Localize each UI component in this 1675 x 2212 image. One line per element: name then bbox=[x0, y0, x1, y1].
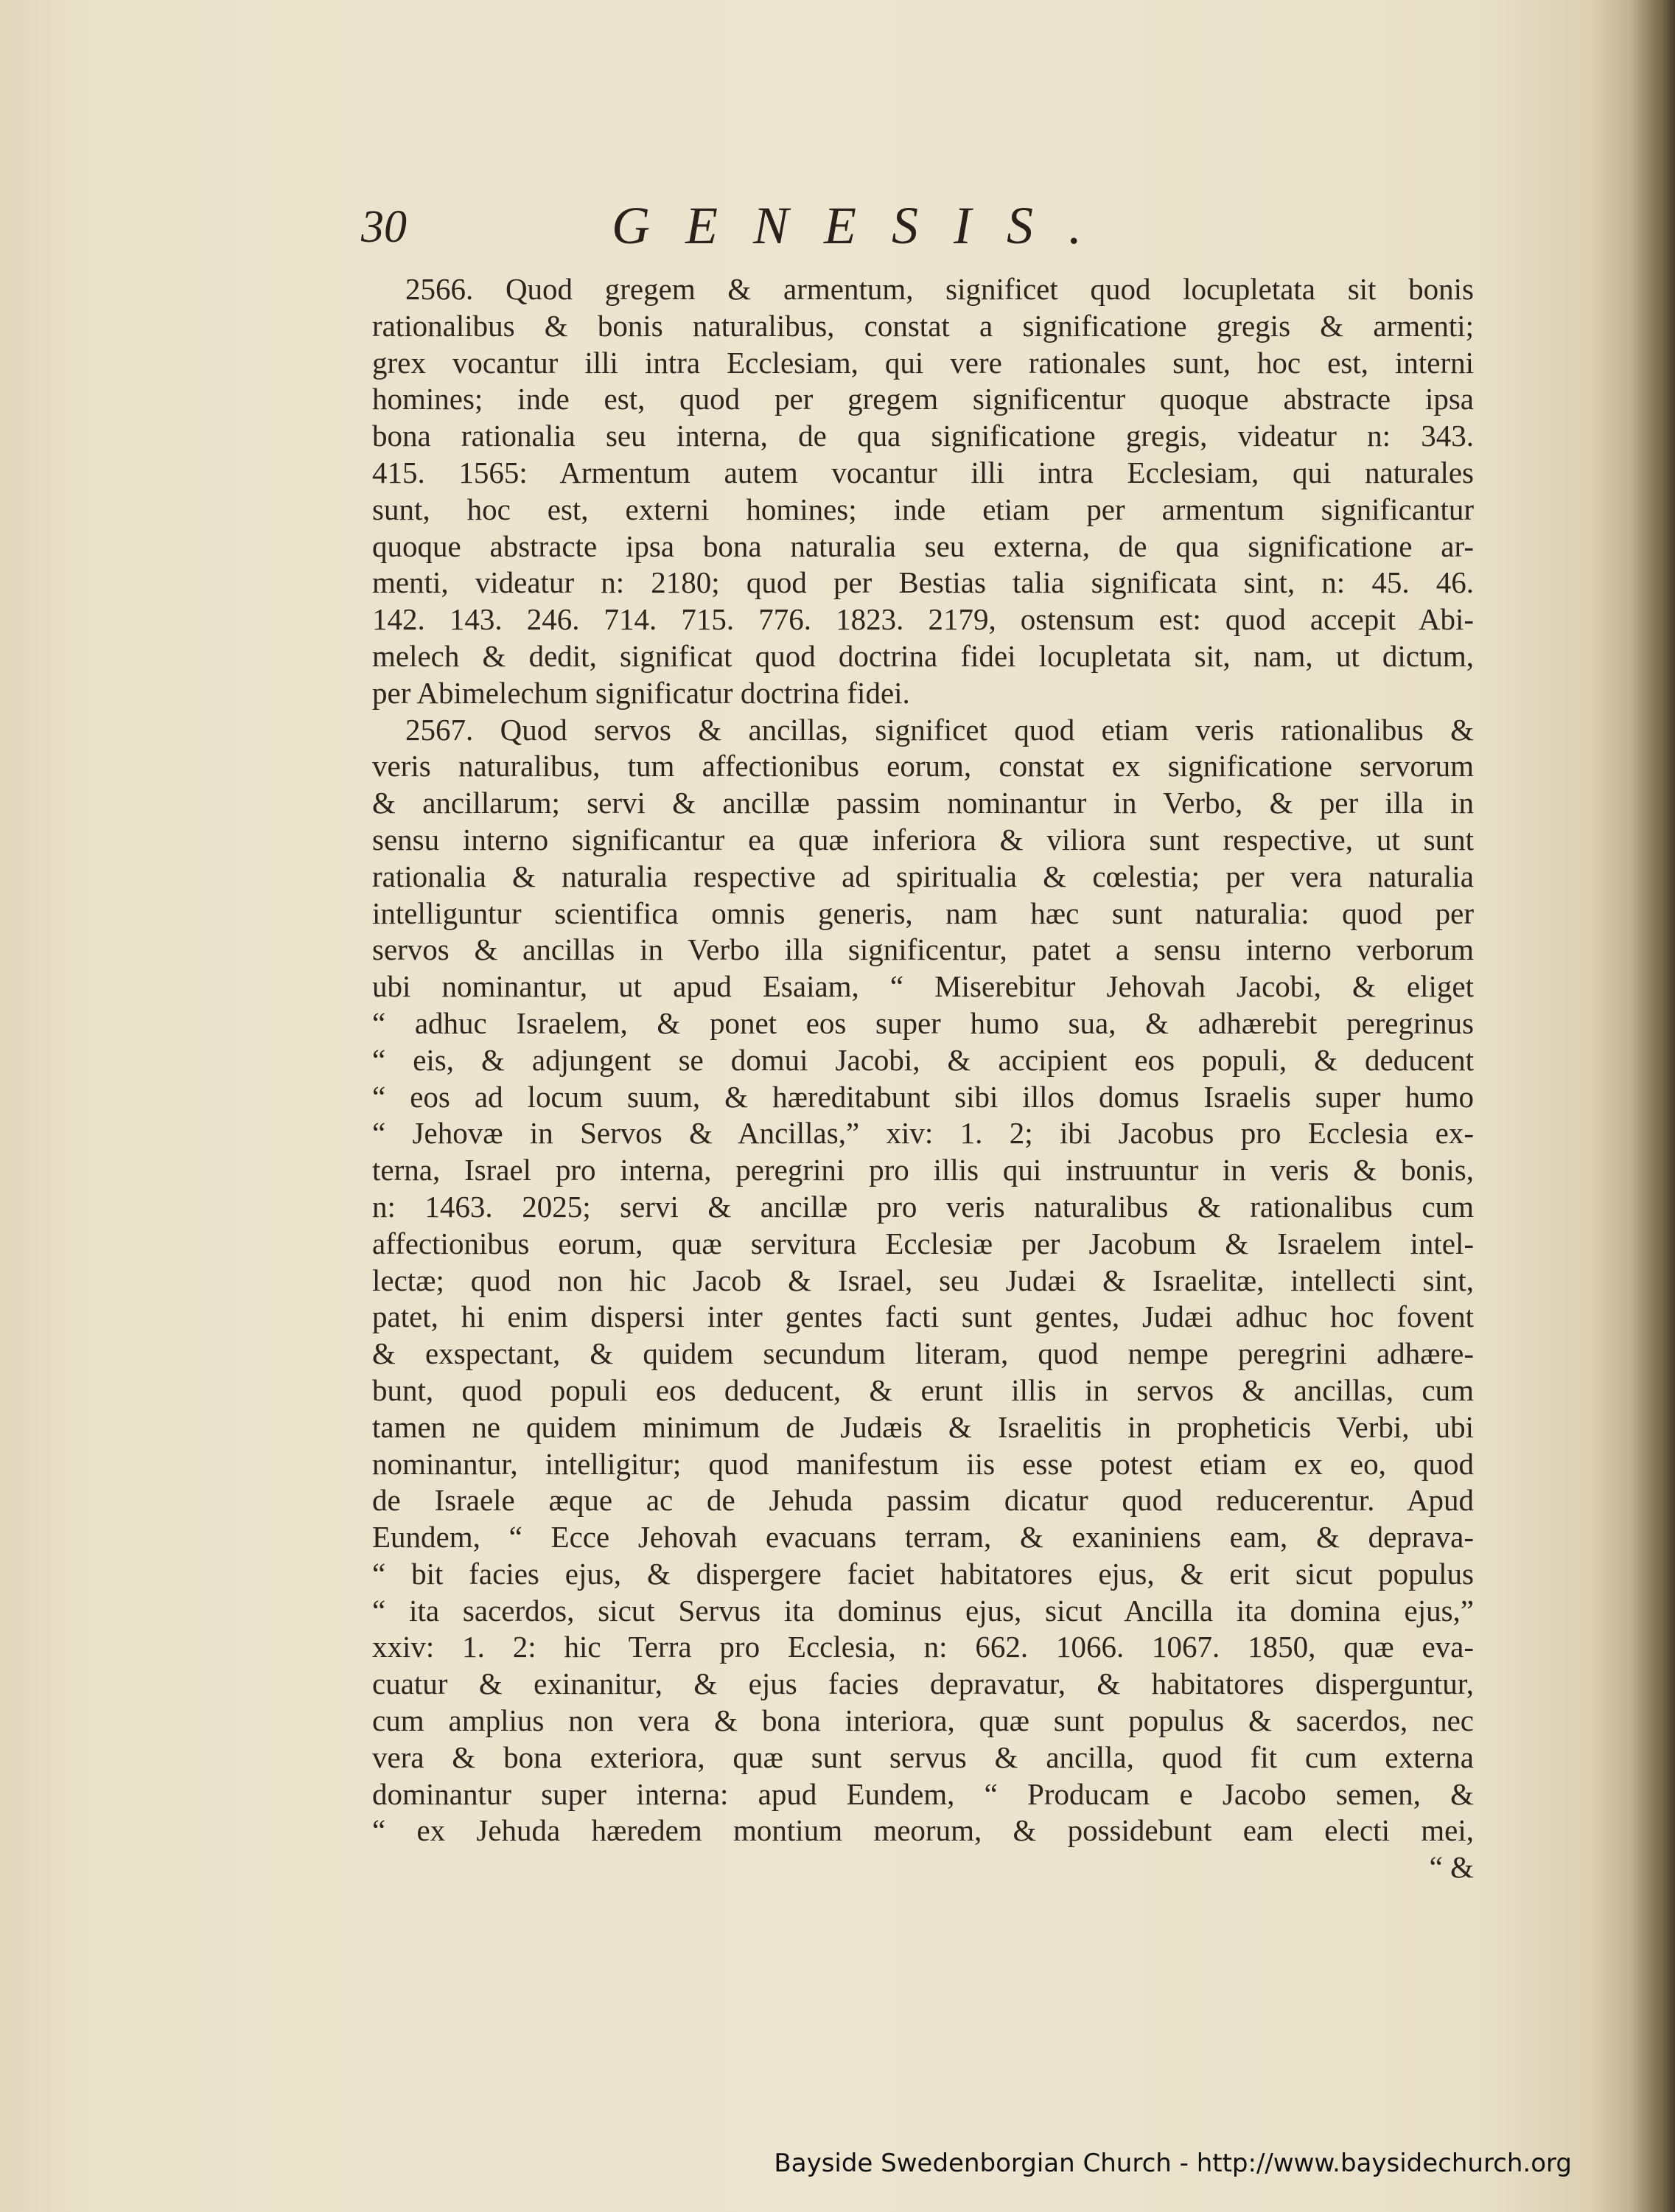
running-title: GENESIS. bbox=[612, 196, 1117, 255]
text-line: de Israele æque ac de Jehuda passim dicatur quod reducerentur. Apud bbox=[372, 1483, 1474, 1518]
text-line: “ eos ad locum suum, & hæreditabunt sibi illos domus Israelis super humo bbox=[372, 1079, 1474, 1114]
text-line: “ ita sacerdos, sicut Servus ita dominus ejus, sicut Ancilla ita domina ejus,” bbox=[372, 1593, 1474, 1627]
text-line: intelliguntur scientifica omnis generis, nam hæc sunt naturalia: quod per bbox=[372, 896, 1474, 930]
text-line: rationalibus & bonis naturalibus, constat a significatione gregis & armenti; bbox=[372, 308, 1474, 343]
paragraph-2567 bbox=[372, 712, 1474, 1887]
text-line: 2567. Quod servos & ancillas, significet quod etiam veris rationalibus & bbox=[405, 712, 1474, 747]
text-line: “ Jehovæ in Servos & Ancillas,” xiv: 1. 2; ibi Jacobus pro Ecclesia ex- bbox=[372, 1116, 1474, 1151]
text-line: melech & dedit, significat quod doctrina fidei locupletata sit, nam, ut dictum, bbox=[372, 638, 1474, 673]
text-line: cum amplius non vera & bona interiora, quæ sunt populus & sacerdos, nec bbox=[372, 1703, 1474, 1738]
text-line: tamen ne quidem minimum de Judæis & Israelitis in propheticis Verbi, ubi bbox=[372, 1409, 1474, 1444]
text-line: lectæ; quod non hic Jacob & Israel, seu Judæi & Israelitæ, intellecti sint, bbox=[372, 1263, 1474, 1297]
text-line: & exspectant, & quidem secundum literam, quod nempe peregrini adhære- bbox=[372, 1336, 1474, 1371]
text-line: “ eis, & adjungent se domui Jacobi, & accipient eos populi, & deducent bbox=[372, 1042, 1474, 1077]
text-line: sunt, hoc est, externi homines; inde etiam per armentum significantur bbox=[372, 492, 1474, 526]
text-line: 415. 1565: Armentum autem vocantur illi intra Ecclesiam, qui naturales bbox=[372, 455, 1474, 489]
text-line: “ ex Jehuda hæredem montium meorum, & possidebunt eam electi mei, bbox=[372, 1813, 1474, 1848]
text-line: ubi nominantur, ut apud Esaiam, “ Miserebitur Jehovah Jacobi, & eliget bbox=[372, 969, 1474, 1004]
paragraph-2566 bbox=[372, 271, 1474, 712]
text-line: 2566. Quod gregem & armentum, significet quod locupletata sit bonis bbox=[405, 272, 1474, 306]
text-line: affectionibus eorum, quæ servitura Ecclesiæ per Jacobum & Israelem intel- bbox=[372, 1226, 1474, 1260]
text-line: Eundem, “ Ecce Jehovah evacuans terram, & exaniniens eam, & deprava- bbox=[372, 1520, 1474, 1555]
text-line: sensu interno significantur ea quæ inferiora & viliora sunt respective, ut sunt bbox=[372, 822, 1474, 856]
text-line: menti, videatur n: 2180; quod per Bestias talia significata sint, n: 45. 46. bbox=[372, 565, 1474, 600]
text-line: rationalia & naturalia respective ad spiritualia & cœlestia; per vera naturalia bbox=[372, 859, 1474, 893]
page-number: 30 bbox=[361, 202, 407, 252]
text-line: bona rationalia seu interna, de qua significatione gregis, videatur n: 343. bbox=[372, 419, 1474, 453]
text-line: xxiv: 1. 2: hic Terra pro Ecclesia, n: 662. 1066. 1067. 1850, quæ eva- bbox=[372, 1630, 1474, 1664]
text-line: homines; inde est, quod per gregem significentur quoque abstracte ipsa bbox=[372, 382, 1474, 416]
text-line: & ancillarum; servi & ancillæ passim nominantur in Verbo, & per illa in bbox=[372, 786, 1474, 820]
text-line: vera & bona exteriora, quæ sunt servus & ancilla, quod fit cum externa bbox=[372, 1740, 1474, 1774]
body-text bbox=[372, 271, 1474, 1886]
text-line: quoque abstracte ipsa bona naturalia seu externa, de qua significatione ar- bbox=[372, 528, 1474, 563]
text-line: servos & ancillas in Verbo illa significentur, patet a sensu interno verborum bbox=[372, 932, 1474, 967]
text-line: dominantur super interna: apud Eundem, “ Producam e Jacobo semen, & bbox=[372, 1776, 1474, 1811]
text-line: veris naturalibus, tum affectionibus eorum, constat ex significatione servorum bbox=[372, 749, 1474, 784]
text-line: terna, Israel pro interna, peregrini pro illis qui instruuntur in veris & bonis, bbox=[372, 1153, 1474, 1187]
text-line: per Abimelechum significatur doctrina fidei. bbox=[372, 675, 910, 710]
credit-watermark: Bayside Swedenborgian Church - http://www.baysidechurch.org bbox=[774, 2149, 1572, 2178]
text-line: n: 1463. 2025; servi & ancillæ pro veris naturalibus & rationalibus cum bbox=[372, 1189, 1474, 1224]
text-line: grex vocantur illi intra Ecclesiam, qui vere rationales sunt, hoc est, interni bbox=[372, 345, 1474, 380]
text-line: nominantur, intelligitur; quod manifestum iis esse potest etiam ex eo, quod bbox=[372, 1446, 1474, 1481]
text-line: cuatur & exinanitur, & ejus facies depravatur, & habitatores disperguntur, bbox=[372, 1667, 1474, 1701]
text-line: “ bit facies ejus, & dispergere faciet habitatores ejus, & erit sicut populus bbox=[372, 1556, 1474, 1591]
catchword: “ & bbox=[1429, 1850, 1474, 1885]
page-header bbox=[361, 195, 1481, 276]
text-line: patet, hi enim dispersi inter gentes facti sunt gentes, Judæi adhuc hoc fovent bbox=[372, 1299, 1474, 1334]
text-line: bunt, quod populi eos deducent, & erunt illis in servos & ancillas, cum bbox=[372, 1372, 1474, 1407]
text-line: 142. 143. 246. 714. 715. 776. 1823. 2179, ostensum est: quod accepit Abi- bbox=[372, 602, 1474, 637]
text-line: “ adhuc Israelem, & ponet eos super humo sua, & adhærebit peregrinus bbox=[372, 1005, 1474, 1040]
